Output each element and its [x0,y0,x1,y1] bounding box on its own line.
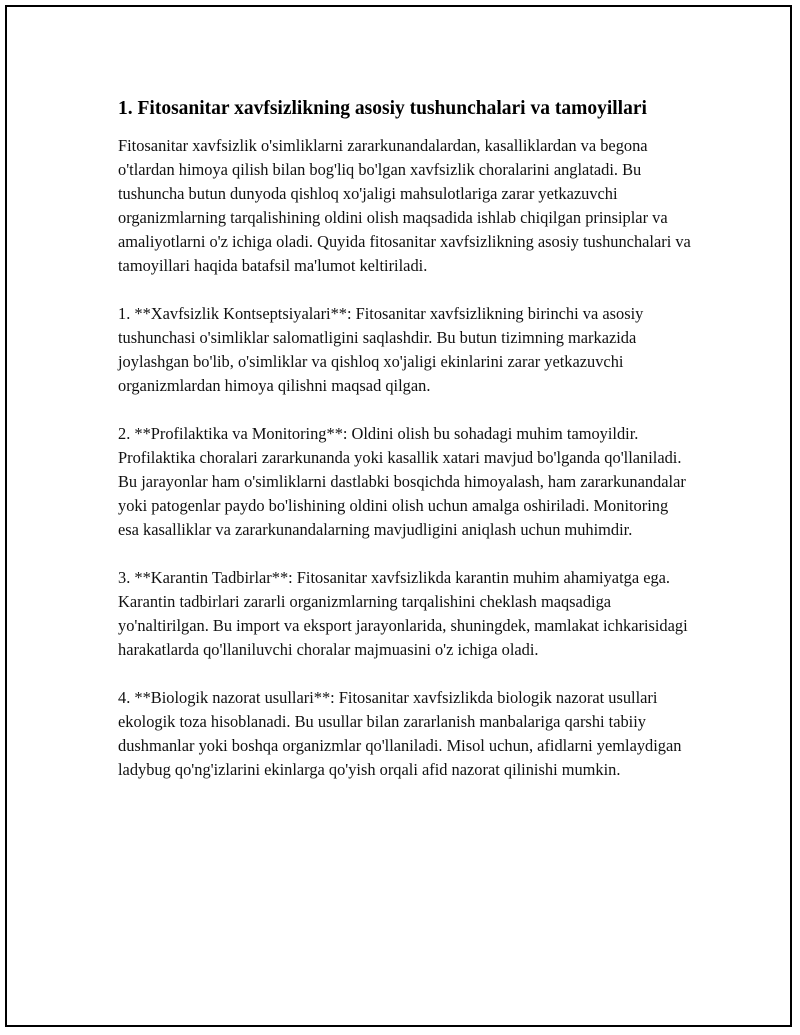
paragraph-xavfsizlik-kontseptsiyalari: 1. **Xavfsizlik Kontseptsiyalari**: Fitosanitar xavfsizlikning birinchi va asosiy tushunchasi o'simliklar salomatligini saqlashdir. Bu butun tizimning markazida joylashgan bo'lib, o'simliklar va qishloq xo'jaligi ekinlarini zarar yetkazuvchi organizmlardan himoya qilishni maqsad qilgan. [118,304,644,395]
paragraph-karantin-tadbirlar: 3. **Karantin Tadbirlar**: Fitosanitar xavfsizlikda karantin muhim ahamiyatga ega. Karantin tadbirlari zararli organizmlarning tarqalishini cheklash maqsadiga yo'naltirilgan. Bu import va eksport jarayonlarida, shuningdek, mamlakat ichkarisidagi harakatlarda qo'llaniluvchi choralar majmuasini o'z ichiga oladi. [118,568,688,659]
section-heading: 1. Fitosanitar xavfsizlikning asosiy tushunchalari va tamoyillari [118,98,647,119]
intro-paragraph: Fitosanitar xavfsizlik o'simliklarni zararkunandalardan, kasalliklardan va begona o'tlardan himoya qilish bilan bog'liq bo'lgan xavfsizlik choralarini anglatadi. Bu tushuncha butun dunyoda qishloq xo'jaligi mahsulotlariga zarar yetkazuvchi organizmlarning tarqalishining oldini olish maqsadida ishlab chiqilgan prinsiplar va amaliyotlarni o'z ichiga oladi. Quyida fitosanitar xavfsizlikning asosiy tushunchalari va tamoyillari haqida batafsil ma'lumot keltiriladi. [118,136,691,275]
paragraph-profilaktika-monitoring: 2. **Profilaktika va Monitoring**: Oldini olish bu sohadagi muhim tamoyildir. Profilaktika choralari zararkunanda yoki kasallik xatari mavjud bo'lganda qo'llaniladi. Bu jarayonlar ham o'simliklarni dastlabki bosqichda himoyalash, ham zararkunandalar yoki patogenlar paydo bo'lishining oldini olish uchun amalga oshiriladi. Monitoring esa kasalliklar va zararkunandalarning mavjudligini aniqlash uchun muhimdir. [118,424,686,539]
paragraph-biologik-nazorat: 4. **Biologik nazorat usullari**: Fitosanitar xavfsizlikda biologik nazorat usullari ekologik toza hisoblanadi. Bu usullar bilan zararlanish manbalariga qarshi tabiiy dushmanlar yoki boshqa organizmlar qo'llaniladi. Misol uchun, afidlarni yemlaydigan ladybug qo'ng'izlarini ekinlarga qo'yish orqali afid nazorat qilinishi mumkin. [118,688,682,779]
document-body [118,95,693,806]
